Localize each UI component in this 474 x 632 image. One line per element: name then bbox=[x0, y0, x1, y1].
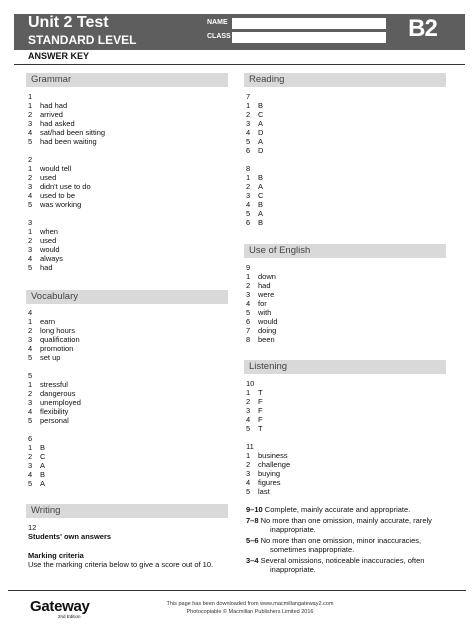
answer-item-number: 8 bbox=[246, 335, 251, 344]
answer-item bbox=[246, 101, 263, 110]
answer-item bbox=[246, 200, 263, 209]
answer-item-number: 3 bbox=[28, 398, 33, 407]
answer-item-text: had bbox=[258, 281, 271, 290]
criteria-score: 9–10 bbox=[246, 505, 263, 514]
answer-item bbox=[28, 326, 75, 335]
answer-item-text: for bbox=[258, 299, 267, 308]
answer-item-number: 5 bbox=[246, 308, 251, 317]
answer-item bbox=[28, 344, 73, 353]
answer-item bbox=[246, 137, 263, 146]
answer-item-number: 4 bbox=[246, 478, 251, 487]
answer-item bbox=[246, 460, 290, 469]
marking-criteria-text: Use the marking criteria below to give a score out of 10. bbox=[28, 560, 214, 569]
answer-item-text: had had bbox=[40, 101, 68, 110]
question-number: 7 bbox=[246, 92, 251, 101]
answer-item bbox=[246, 406, 263, 415]
answer-item-number: 1 bbox=[28, 443, 33, 452]
answer-item-number: 2 bbox=[246, 460, 251, 469]
use-of-english-title: Use of English bbox=[249, 245, 311, 256]
answer-item bbox=[246, 487, 270, 496]
answer-item bbox=[246, 146, 263, 155]
answer-item-text: stressful bbox=[40, 380, 68, 389]
answer-item-text: A bbox=[258, 209, 264, 218]
class-label: CLASS bbox=[207, 33, 231, 40]
criteria-text-continued: inappropriate. bbox=[270, 565, 316, 574]
answer-item bbox=[28, 452, 45, 461]
answer-item-number: 2 bbox=[28, 110, 33, 119]
answer-item-number: 1 bbox=[28, 380, 33, 389]
answer-item-text: figures bbox=[258, 478, 281, 487]
answer-item-text: B bbox=[258, 200, 264, 209]
criteria-text: Complete, mainly accurate and appropriate. bbox=[262, 505, 411, 514]
answer-item-number: 2 bbox=[28, 173, 33, 182]
answer-item-text: A bbox=[258, 119, 264, 128]
answer-item-number: 4 bbox=[246, 128, 251, 137]
name-label: NAME bbox=[207, 19, 228, 26]
answer-item-number: 5 bbox=[246, 137, 251, 146]
answer-item-text: challenge bbox=[258, 460, 291, 469]
answer-item-number: 4 bbox=[28, 191, 33, 200]
criteria-score: 3–4 bbox=[246, 556, 259, 565]
answer-item-text: buying bbox=[258, 469, 281, 478]
answer-item-number: 3 bbox=[28, 182, 33, 191]
answer-item-number: 3 bbox=[28, 245, 33, 254]
answer-item-number: 5 bbox=[246, 209, 251, 218]
gateway-edition: 2nd Edition bbox=[58, 614, 81, 619]
answer-item-number: 5 bbox=[28, 200, 33, 209]
answer-item-number: 2 bbox=[28, 389, 33, 398]
answer-item-number: 3 bbox=[28, 335, 33, 344]
answer-item bbox=[246, 397, 263, 406]
answer-item-text: B bbox=[258, 101, 264, 110]
answer-item bbox=[28, 317, 55, 326]
question-number: 1 bbox=[28, 92, 33, 101]
answer-item bbox=[246, 424, 263, 433]
answer-item-text: been bbox=[258, 335, 275, 344]
answer-item-text: T bbox=[258, 388, 263, 397]
listening-section-header bbox=[244, 360, 446, 374]
question-number: 3 bbox=[28, 218, 33, 227]
answer-item bbox=[28, 263, 53, 272]
answer-item-text: D bbox=[258, 146, 264, 155]
criteria-row bbox=[246, 556, 424, 565]
answer-item-number: 2 bbox=[246, 397, 251, 406]
answer-item-text: promotion bbox=[40, 344, 74, 353]
answer-item-text: would bbox=[40, 245, 60, 254]
answer-item-number: 4 bbox=[28, 344, 33, 353]
answer-item-text: would tell bbox=[40, 164, 72, 173]
unit-title: Unit 2 Test bbox=[28, 14, 109, 31]
footer-download-line: This page has been downloaded from www.macmillangateway2.com bbox=[166, 601, 334, 607]
answer-item-text: dangerous bbox=[40, 389, 76, 398]
answer-item-text: unemployed bbox=[40, 398, 81, 407]
answer-item-number: 3 bbox=[28, 119, 33, 128]
answer-item-number: 5 bbox=[28, 416, 33, 425]
vocabulary-title: Vocabulary bbox=[31, 291, 79, 302]
answer-item-number: 2 bbox=[246, 182, 251, 191]
name-field[interactable] bbox=[232, 18, 386, 29]
criteria-text: No more than one omission, mainly accurate, rarely bbox=[258, 516, 432, 525]
question-number: 11 bbox=[246, 442, 254, 451]
criteria-row bbox=[246, 516, 432, 525]
answer-item-text: when bbox=[40, 227, 58, 236]
answer-item-text: C bbox=[258, 191, 264, 200]
answer-item-text: F bbox=[258, 415, 263, 424]
answer-item bbox=[246, 299, 267, 308]
answer-item bbox=[28, 128, 105, 137]
question-number: 4 bbox=[28, 308, 33, 317]
answer-item-text: earn bbox=[40, 317, 56, 326]
answer-item bbox=[28, 200, 81, 209]
answer-item-number: 3 bbox=[28, 461, 33, 470]
reading-section-header bbox=[244, 73, 446, 87]
answer-item-number: 1 bbox=[28, 164, 33, 173]
answer-item-text: qualification bbox=[40, 335, 80, 344]
answer-item-text: had bbox=[40, 263, 53, 272]
answer-item-number: 3 bbox=[246, 469, 251, 478]
answer-item-number: 1 bbox=[246, 272, 251, 281]
answer-item bbox=[246, 128, 263, 137]
answer-item-number: 5 bbox=[246, 487, 251, 496]
writing-title: Writing bbox=[31, 505, 61, 516]
answer-item bbox=[28, 479, 45, 488]
answer-item bbox=[28, 191, 75, 200]
answer-item bbox=[28, 164, 71, 173]
answer-key-title: ANSWER KEY bbox=[28, 51, 90, 61]
answer-item-number: 4 bbox=[246, 200, 251, 209]
answer-item-number: 1 bbox=[246, 173, 251, 182]
answer-item bbox=[28, 119, 75, 128]
answer-item-number: 2 bbox=[246, 281, 251, 290]
answer-item-text: sat/had been sitting bbox=[40, 128, 106, 137]
answer-item bbox=[246, 308, 271, 317]
answer-item bbox=[246, 451, 288, 460]
answer-item-number: 3 bbox=[246, 191, 251, 200]
criteria-text-continued: inappropriate. bbox=[270, 525, 316, 534]
answer-item-number: 4 bbox=[246, 415, 251, 424]
answer-item bbox=[28, 407, 68, 416]
answer-item bbox=[246, 191, 263, 200]
answer-item bbox=[28, 110, 63, 119]
answer-item-text: arrived bbox=[40, 110, 63, 119]
answer-item-text: used to be bbox=[40, 191, 76, 200]
answer-item-text: set up bbox=[40, 353, 61, 362]
answer-item bbox=[246, 317, 278, 326]
level-title: STANDARD LEVEL bbox=[28, 33, 137, 47]
answer-item bbox=[28, 182, 91, 191]
answer-item-number: 1 bbox=[28, 101, 33, 110]
footer-copyright-line: Photocopiable © Macmillan Publishers Limited 2016 bbox=[186, 609, 314, 615]
question-number: 2 bbox=[28, 155, 33, 164]
answer-item-text: long hours bbox=[40, 326, 76, 335]
answer-item-number: 1 bbox=[28, 317, 33, 326]
answer-item-number: 4 bbox=[28, 254, 33, 263]
answer-item-number: 5 bbox=[28, 263, 33, 272]
answer-item-number: 4 bbox=[28, 470, 33, 479]
criteria-row bbox=[246, 505, 410, 514]
answer-item bbox=[246, 272, 276, 281]
answer-item-number: 2 bbox=[246, 110, 251, 119]
answer-item-text: flexibility bbox=[40, 407, 69, 416]
answer-item bbox=[246, 110, 263, 119]
grammar-section-header bbox=[26, 73, 228, 87]
answer-item bbox=[28, 245, 60, 254]
answer-item-number: 5 bbox=[246, 424, 251, 433]
answer-item-number: 1 bbox=[246, 101, 251, 110]
answer-item-number: 1 bbox=[246, 451, 251, 460]
students-own-answers: Students' own answers bbox=[28, 532, 112, 541]
answer-item-text: B bbox=[258, 218, 264, 227]
answer-item-text: doing bbox=[258, 326, 277, 335]
answer-item-number: 5 bbox=[28, 353, 33, 362]
question-number: 6 bbox=[28, 434, 33, 443]
answer-item-text: last bbox=[258, 487, 270, 496]
grammar-title: Grammar bbox=[31, 74, 72, 85]
answer-item bbox=[28, 380, 68, 389]
answer-item-text: F bbox=[258, 406, 263, 415]
answer-item-number: 2 bbox=[28, 236, 33, 245]
answer-item bbox=[28, 137, 97, 146]
question-number: 8 bbox=[246, 164, 251, 173]
answer-item-text: A bbox=[40, 461, 46, 470]
answer-item-text: would bbox=[258, 317, 278, 326]
criteria-text: Several omissions, noticeable inaccuracies, often bbox=[258, 556, 425, 565]
answer-item bbox=[28, 470, 45, 479]
answer-item bbox=[246, 209, 263, 218]
criteria-text-continued: sometimes inappropriate. bbox=[270, 545, 355, 554]
answer-item bbox=[28, 443, 45, 452]
answer-item-number: 7 bbox=[246, 326, 251, 335]
gateway-logo: Gateway bbox=[30, 598, 90, 615]
class-field[interactable] bbox=[232, 32, 386, 43]
answer-item bbox=[28, 398, 81, 407]
answer-item bbox=[246, 119, 263, 128]
answer-item bbox=[28, 335, 80, 344]
use-of-english-section-header bbox=[244, 244, 446, 258]
answer-item-text: C bbox=[258, 110, 264, 119]
question-number: 9 bbox=[246, 263, 251, 272]
level-badge: B2 bbox=[408, 15, 437, 42]
answer-item bbox=[246, 335, 275, 344]
answer-item-number: 2 bbox=[28, 452, 33, 461]
answer-item-number: 3 bbox=[246, 290, 251, 299]
answer-item bbox=[246, 326, 276, 335]
footer-divider bbox=[8, 590, 466, 591]
answer-item-text: F bbox=[258, 397, 263, 406]
answer-item bbox=[246, 182, 263, 191]
answer-item-text: A bbox=[258, 182, 264, 191]
answer-item-text: B bbox=[40, 443, 46, 452]
answer-item-text: with bbox=[258, 308, 272, 317]
writing-section-header bbox=[26, 504, 228, 518]
answer-item-text: had asked bbox=[40, 119, 75, 128]
answer-item-number: 6 bbox=[246, 317, 251, 326]
answer-item bbox=[28, 236, 56, 245]
answer-item-number: 3 bbox=[246, 119, 251, 128]
answer-item-text: used bbox=[40, 236, 57, 245]
answer-item bbox=[28, 416, 69, 425]
question-number: 5 bbox=[28, 371, 33, 380]
answer-item bbox=[246, 415, 263, 424]
answer-item-text: A bbox=[258, 137, 264, 146]
question-number: 10 bbox=[246, 379, 255, 388]
criteria-score: 7–8 bbox=[246, 516, 259, 525]
answer-item-text: were bbox=[258, 290, 275, 299]
answer-item bbox=[246, 281, 271, 290]
answer-item-text: B bbox=[40, 470, 46, 479]
answer-item-number: 4 bbox=[246, 299, 251, 308]
answer-item-number: 4 bbox=[28, 407, 33, 416]
answer-item-number: 1 bbox=[28, 227, 33, 236]
listening-title: Listening bbox=[249, 361, 288, 372]
answer-item bbox=[28, 389, 75, 398]
answer-item-text: was working bbox=[40, 200, 82, 209]
answer-item-text: used bbox=[40, 173, 57, 182]
answer-item-number: 5 bbox=[28, 479, 33, 488]
criteria-score: 5–6 bbox=[246, 536, 259, 545]
answer-item bbox=[246, 218, 263, 227]
answer-item-text: D bbox=[258, 128, 264, 137]
answer-item bbox=[246, 478, 281, 487]
answer-item-number: 4 bbox=[28, 128, 33, 137]
criteria-text: No more than one omission, minor inaccuracies, bbox=[258, 536, 422, 545]
answer-item bbox=[246, 388, 263, 397]
answer-item-text: had been waiting bbox=[40, 137, 97, 146]
answer-item-text: T bbox=[258, 424, 263, 433]
answer-item-number: 5 bbox=[28, 137, 33, 146]
answer-item bbox=[28, 173, 56, 182]
answer-item-text: didn't use to do bbox=[40, 182, 91, 191]
marking-criteria-title: Marking criteria bbox=[28, 551, 84, 560]
answer-item bbox=[28, 461, 45, 470]
answer-item-number: 6 bbox=[246, 146, 251, 155]
answer-item bbox=[246, 290, 274, 299]
answer-item bbox=[28, 101, 67, 110]
answer-item-text: A bbox=[40, 479, 46, 488]
answer-item-text: B bbox=[258, 173, 264, 182]
answer-item bbox=[246, 469, 280, 478]
vocabulary-section-header bbox=[26, 290, 228, 304]
answer-item-text: always bbox=[40, 254, 63, 263]
answer-item-text: C bbox=[40, 452, 46, 461]
answer-item bbox=[246, 173, 263, 182]
reading-title: Reading bbox=[249, 74, 285, 85]
answer-item bbox=[28, 227, 58, 236]
answer-item-text: business bbox=[258, 451, 288, 460]
criteria-row bbox=[246, 536, 421, 545]
answer-item-text: down bbox=[258, 272, 276, 281]
question-12-number: 12 bbox=[28, 523, 37, 532]
answer-item-number: 6 bbox=[246, 218, 251, 227]
answer-item-number: 1 bbox=[246, 388, 251, 397]
answer-item-text: personal bbox=[40, 416, 69, 425]
answer-item-number: 3 bbox=[246, 406, 251, 415]
answer-item bbox=[28, 254, 63, 263]
answer-item-number: 2 bbox=[28, 326, 33, 335]
answer-item bbox=[28, 353, 60, 362]
